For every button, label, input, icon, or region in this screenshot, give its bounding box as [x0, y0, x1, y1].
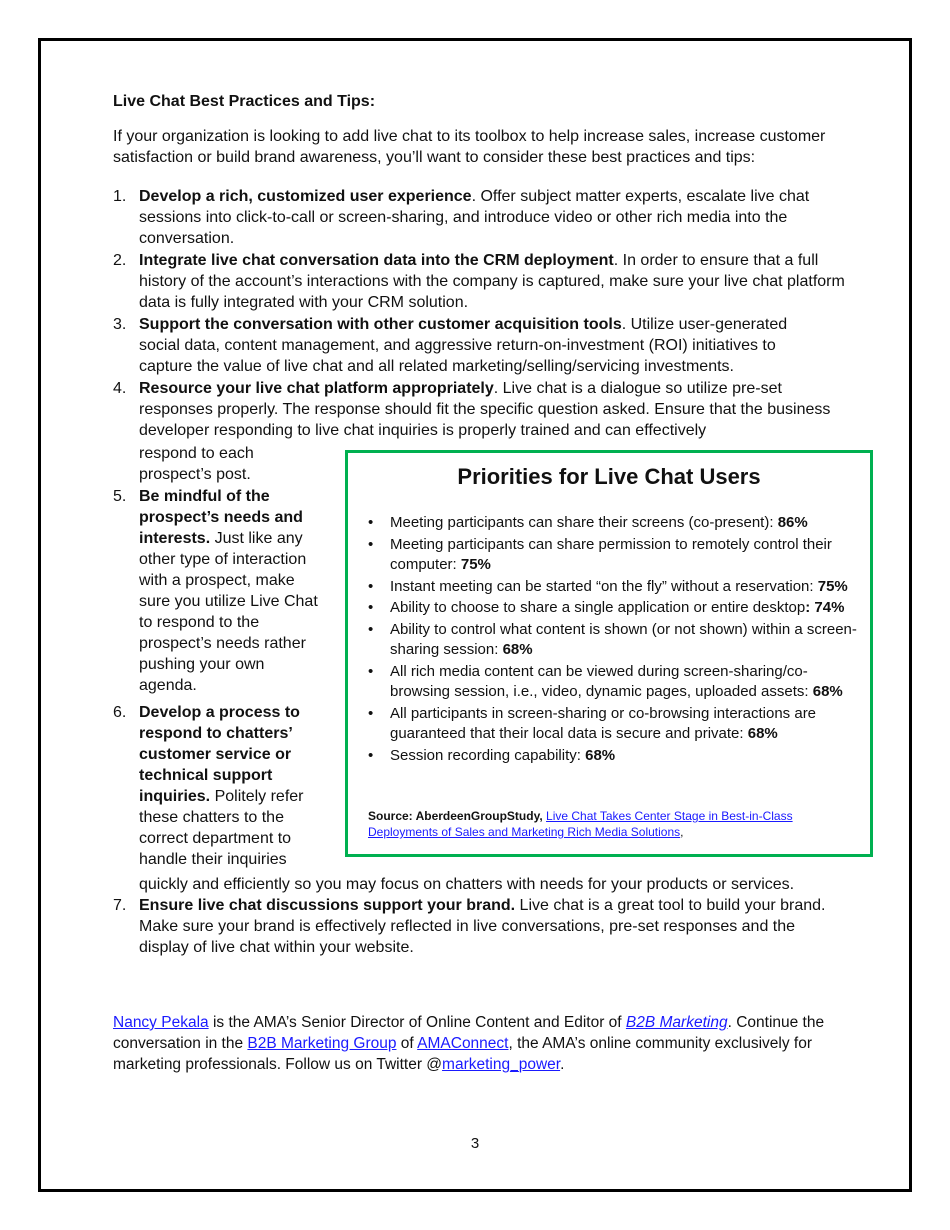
page-number: 3	[470, 1135, 480, 1152]
item-number: 7.	[113, 897, 127, 914]
item-title: Resource your live chat platform appropriately	[139, 380, 494, 397]
priority-text: All rich media content can be viewed during screen-sharing/co-browsing session, i.e., video, dynamic pages, uploaded assets:	[390, 662, 813, 700]
priority-value: 75%	[460, 556, 491, 573]
list-item	[139, 895, 844, 958]
list-item	[139, 702, 324, 870]
priority-item	[368, 598, 858, 619]
priority-item	[368, 535, 858, 576]
twitter-link[interactable]: marketing_power	[442, 1056, 561, 1073]
priority-value: 68%	[585, 746, 616, 764]
list-item	[139, 250, 854, 313]
priority-value: : 74%	[805, 599, 845, 616]
item-title: Integrate live chat conversation data into the CRM deployment	[139, 252, 614, 269]
list-item	[139, 378, 844, 441]
item-title: Ensure live chat discussions support your brand.	[139, 897, 516, 914]
priority-text: Instant meeting can be started “on the fly” without a reservation:	[390, 577, 818, 595]
group-link[interactable]: B2B Marketing Group	[247, 1035, 397, 1052]
author-bio	[113, 1012, 843, 1075]
source-link[interactable]: Live Chat Takes Center Stage in Best-in-Class Deployments of Sales and Marketing Rich Media Solutions	[368, 809, 793, 839]
priority-item	[368, 577, 858, 598]
item-text: Just like any other type of interaction with a prospect, make sure you utilize Live Chat to respond to the prospect’s needs rather pushing your own agenda.	[139, 530, 318, 694]
priority-value: 68%	[502, 641, 533, 658]
priority-text: All participants in screen-sharing or co-browsing interactions are guaranteed that their local data is secure and private:	[390, 704, 817, 742]
amaconnect-link[interactable]: AMAConnect	[417, 1035, 509, 1052]
item-title: Develop a rich, customized user experience	[139, 188, 472, 205]
bio-text: .	[560, 1056, 565, 1073]
priority-item	[368, 620, 858, 661]
publication-link[interactable]: B2B Marketing	[625, 1014, 728, 1031]
item-text: . Live chat is a dialogue so utilize pre-set responses properly. The response should fit the specific question asked. Ensure that the business developer responding to live chat inquiries is properly trained and can effectively	[139, 380, 831, 439]
priority-text: Ability to choose to share a single application or entire desktop	[390, 599, 806, 616]
item-title: Support the conversation with other customer acquisition tools	[139, 316, 622, 333]
source-label: Source: AberdeenGroupStudy,	[368, 809, 543, 823]
priority-text: Meeting participants can share their screens (co-present):	[390, 514, 778, 531]
item-number: 6.	[113, 704, 127, 721]
list-item	[139, 314, 829, 377]
item-number: 4.	[113, 380, 127, 397]
intro-paragraph: If your organization is looking to add live chat to its toolbox to help increase sales, increase customer satisfaction or build brand awareness, you’ll want to consider these best practices and tips:	[113, 128, 826, 166]
item-text-continued: respond to each prospect’s post.	[139, 445, 254, 483]
list-item	[139, 486, 324, 696]
item-text: . Offer subject matter experts, escalate live chat sessions into click-to-call or screen-sharing, and introduce video or other rich media into the conversation.	[139, 188, 810, 247]
bio-text: . Continue the conversation in the	[113, 1014, 825, 1052]
priority-text: Session recording capability:	[390, 746, 586, 764]
item-text: Politely refer these chatters to the correct department to handle their inquiries	[139, 788, 304, 868]
item-text-continued: quickly and efficiently so you may focus on chatters with needs for your products or services.	[139, 876, 795, 893]
priority-value: 68%	[747, 725, 778, 742]
item-title: Be mindful of the prospect’s needs and interests.	[139, 488, 303, 547]
priority-text: Meeting participants can share permission to remotely control their computer:	[390, 535, 832, 573]
list-item	[139, 186, 854, 249]
bio-text: is the AMA’s Senior Director of Online Content and Editor of	[208, 1014, 626, 1031]
item-text: . Utilize user-generated social data, content management, and aggressive return-on-investment (ROI) initiatives to capture the value of live chat and all related marketing/selling/servicing investments.	[139, 316, 788, 375]
priority-item	[368, 704, 858, 745]
source-citation	[368, 808, 848, 840]
item-number: 3.	[113, 316, 127, 333]
author-link[interactable]: Nancy Pekala	[113, 1014, 209, 1031]
item-number: 5.	[113, 488, 127, 505]
item-text: . In order to ensure that a full history of the account’s interactions with the company is captured, make sure your live chat platform data is fully integrated with your CRM solution.	[139, 252, 845, 311]
item-number: 1.	[113, 188, 127, 205]
priority-value: 86%	[777, 514, 808, 531]
item-text: Live chat is a great tool to build your brand. Make sure your brand is effectively reflected in live conversations, pre-set responses and the display of live chat within your website.	[139, 897, 826, 956]
callout-title: Priorities for Live Chat Users	[457, 464, 761, 489]
priorities-callout-box	[345, 450, 873, 857]
priority-value: 75%	[817, 577, 848, 595]
priority-value: 68%	[812, 683, 843, 700]
bio-text: of	[396, 1035, 418, 1052]
item-title: Develop a process to respond to chatters’ customer service or technical support inquiries.	[139, 704, 300, 805]
priority-item	[368, 746, 858, 767]
priority-text: Ability to control what content is shown (or not shown) within a screen-sharing session:	[390, 620, 857, 658]
priority-item	[368, 662, 858, 703]
priorities-list	[368, 513, 858, 767]
section-heading: Live Chat Best Practices and Tips:	[113, 93, 376, 110]
item-number: 2.	[113, 252, 127, 269]
priority-item	[368, 513, 858, 534]
bio-text: , the AMA’s online community exclusively for marketing professionals. Follow us on Twitter @	[113, 1035, 813, 1073]
source-punct: ,	[680, 825, 684, 839]
